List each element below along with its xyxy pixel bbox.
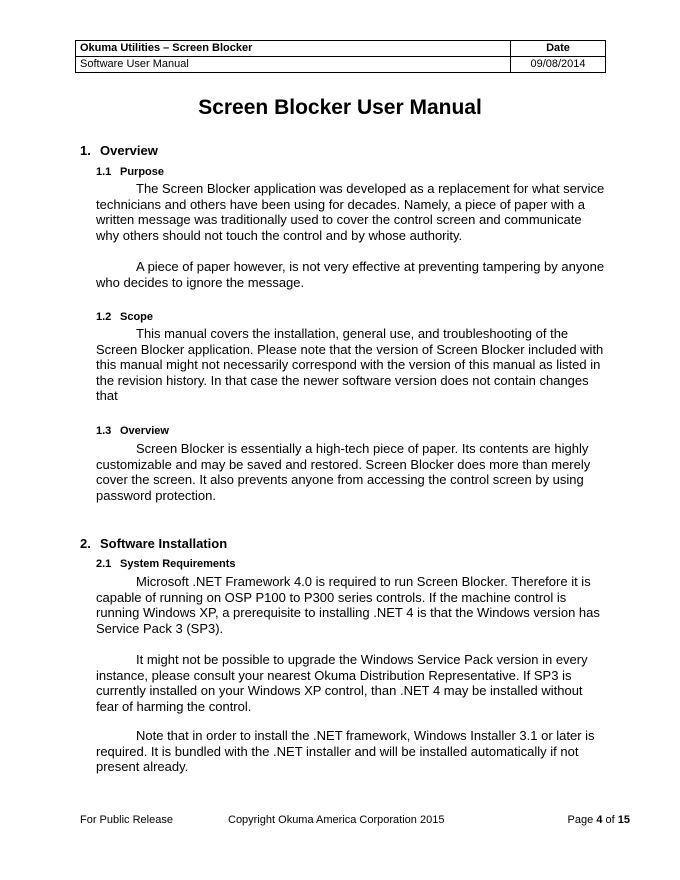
section-number: 1. xyxy=(80,143,91,158)
page-title: Screen Blocker User Manual xyxy=(198,96,482,119)
subsection-title: Overview xyxy=(120,425,169,437)
section-title: Overview xyxy=(100,143,158,158)
subsection-heading-system-requirements xyxy=(96,558,236,570)
footer-copyright: Copyright Okuma America Corporation 2015 xyxy=(228,814,445,826)
paragraph-system-requirements-1: Microsoft .NET Framework 4.0 is required to run Screen Blocker. Therefore it is capable of running on OSP P100 to P300 series controls. If the machine control is running Windows XP, a prerequisite to installing .NET 4 is that the Windows version has Service Pack 3 (SP3). xyxy=(96,574,600,636)
header-title: Okuma Utilities – Screen Blocker xyxy=(76,41,511,57)
header-subtitle: Software User Manual xyxy=(76,57,511,73)
subsection-heading-purpose xyxy=(96,166,164,178)
subsection-heading-overview xyxy=(96,425,169,437)
paragraph-overview-1: Screen Blocker is essentially a high-tech piece of paper. Its contents are highly customizable and may be saved and restored. Screen Blocker does more than merely cover the screen. It also prevents anyone from accessing the control screen by using password protection. xyxy=(96,441,591,503)
section-heading-software-installation xyxy=(80,536,227,551)
paragraph-system-requirements-3: Note that in order to install the .NET framework, Windows Installer 3.1 or later is required. It is bundled with the .NET installer and will be installed automatically if not present already. xyxy=(96,728,595,774)
subsection-number: 1.2 xyxy=(96,311,112,323)
subsection-heading-scope xyxy=(96,311,153,323)
footer-page-number xyxy=(568,814,630,826)
subsection-number: 1.3 xyxy=(96,425,112,437)
footer-release: For Public Release xyxy=(80,814,173,826)
section-title: Software Installation xyxy=(100,536,228,551)
footer-page-prefix: Page xyxy=(567,814,594,826)
subsection-number: 2.1 xyxy=(96,558,112,570)
header-row-1 xyxy=(76,41,606,57)
subsection-title: Scope xyxy=(120,311,154,323)
document-header-table xyxy=(75,40,606,73)
header-date-label: Date xyxy=(511,41,606,57)
paragraph-purpose-1: The Screen Blocker application was developed as a replacement for what service technicians and others have been using for decades. Namely, a piece of paper with a written message was traditionally used to cover the control screen and communicate why others should not touch the control and by whose authority. xyxy=(96,181,605,243)
paragraph-purpose-2: A piece of paper however, is not very effective at preventing tampering by anyone who decides to ignore the message. xyxy=(96,259,605,290)
subsection-title: Purpose xyxy=(120,166,165,178)
section-heading-overview xyxy=(80,143,158,158)
subsection-title: System Requirements xyxy=(120,558,236,570)
paragraph-system-requirements-2: It might not be possible to upgrade the Windows Service Pack version in every instance, please consult your nearest Okuma Distribution Representative. If SP3 is currently installed on your Windows XP control, than .NET 4 may be installed without fear of harming the control. xyxy=(96,652,588,714)
footer-page-of: of xyxy=(605,814,615,826)
section-number: 2. xyxy=(80,536,91,551)
paragraph-scope-1: This manual covers the installation, general use, and troubleshooting of the Screen Blocker application. Please note that the version of Screen Blocker included with this manual might not necessarily correspond with the version of this manual as listed in the revision history. In that case the newer software version does not contain changes that xyxy=(96,326,604,403)
footer-page-total: 15 xyxy=(617,814,630,826)
footer-page-current: 4 xyxy=(596,814,603,826)
header-row-2 xyxy=(76,57,606,73)
subsection-number: 1.1 xyxy=(96,166,112,178)
header-date-value: 09/08/2014 xyxy=(511,57,606,73)
